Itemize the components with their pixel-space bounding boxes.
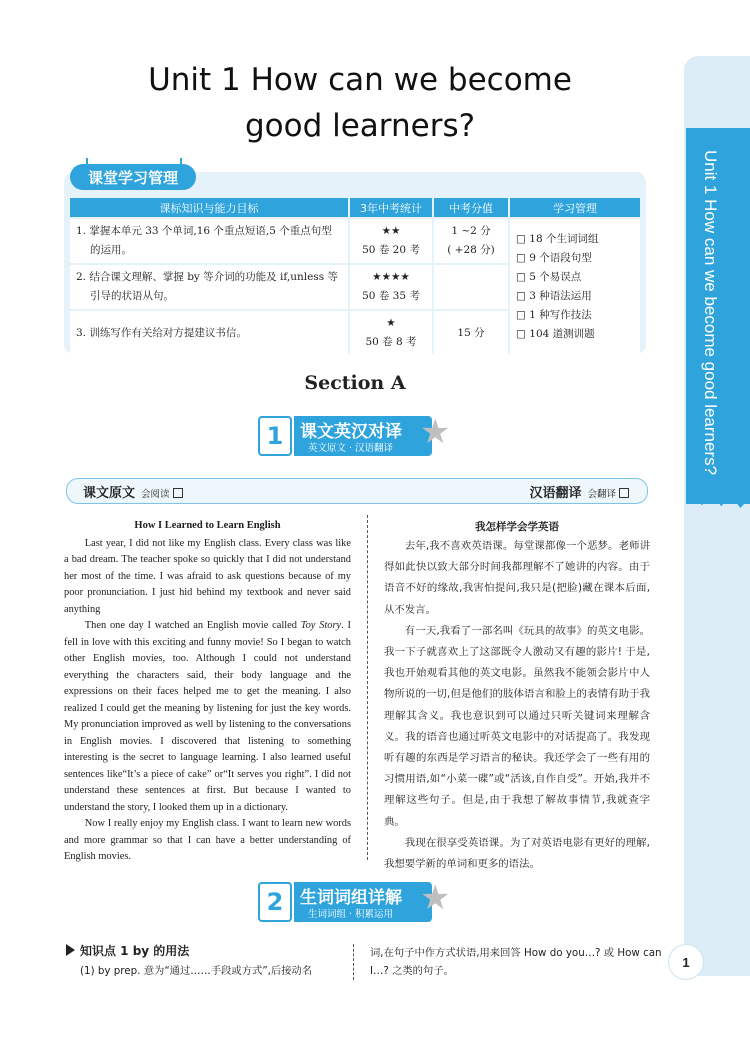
english-title: How I Learned to Learn English <box>134 520 281 531</box>
score-text: ( +28 分) <box>447 244 495 256</box>
translation-title: 汉语翻译 <box>529 486 582 501</box>
panel-tag: 课堂学习管理 <box>70 164 196 190</box>
score-cell <box>434 219 508 263</box>
manage-item: □ 18 个生词词组 <box>516 233 599 245</box>
unit-title-line2: good learners? <box>244 108 476 144</box>
manage-item: □ 104 道测训题 <box>516 328 595 340</box>
banner-title: 生词词组详解 <box>300 888 402 908</box>
chinese-paragraph-1: 去年,我不喜欢英语课。每堂课都像一个恶梦。老师讲得如此快以致大部分时间我都理解不了她讲的内容。由于语音不好的缘故,我害怕提问,我只是(把脸)藏在课本后面,从不发言。 <box>384 540 650 616</box>
side-unit-title: Unit 1 How can we become good learners? <box>701 150 720 476</box>
translate-note: 会翻译 <box>587 489 616 500</box>
original-text-label <box>83 482 183 501</box>
knowledge-point-continued: 词,在句子中作方式状语,用来回答 How do you…? 或 How can I…? 之类的句子。 <box>370 947 662 977</box>
original-text-title: 课文原文 <box>83 486 136 501</box>
score-cell: 15 分 <box>434 311 508 355</box>
banner-body <box>294 416 432 456</box>
banner-subtitle: 生词词组 · 积累运用 <box>308 909 394 920</box>
column-divider <box>367 515 368 860</box>
unit-title-line1: Unit 1 How can we become <box>148 62 572 98</box>
text-tab-bar <box>66 478 648 504</box>
english-paragraph-3: Now I really enjoy my English class. I want to learn new words and more grammar so that I can have a better understanding of English movies. <box>64 818 351 862</box>
goal-text: 1. 掌握本单元 33 个单词,16 个重点短语,5 个重点句型 <box>76 225 332 237</box>
chinese-paragraph-3: 我现在很享受英语课。为了对英语电影有更好的理解,我想要学新的单词和更多的语法。 <box>384 836 650 871</box>
play-arrow-icon <box>66 944 75 956</box>
knowledge-point-text: (1) by prep. 意为“通过……手段或方式”,后接动名 <box>80 965 313 977</box>
english-passage <box>64 518 351 866</box>
star-icon: ★ <box>420 412 451 452</box>
header-goals: 课标知识与能力目标 <box>70 198 348 217</box>
goal-text: 的运用。 <box>90 244 132 256</box>
goal-cell <box>70 311 348 355</box>
read-checkbox[interactable] <box>173 488 183 498</box>
manage-item: □ 1 种写作技法 <box>516 309 592 321</box>
score-text: 1 ~2 分 <box>451 225 491 237</box>
para-text: . I fell in love with this exciting and funny movie! So I began to watch other English movies, too. Although I could not understand everything the characters said, their body language and the expressions on their faces helped me to get the meaning. I also realized I could get the meaning by listening for just the key words. My pronunciation improved as well by listening to the conversations in English movies. I discovered that listening to something interesting is the secret to language learning. I also learned useful sentences like“It’s a piece of cake” or“It serves you right”. I did not understand these sentences at first. But because I wanted to understand the story, I looked them up in a dictionary. <box>64 620 351 813</box>
stat-cell <box>350 265 432 309</box>
stat-text: 50 卷 35 考 <box>362 290 420 302</box>
star-icon: ★ <box>420 878 451 918</box>
banner-text-translation <box>258 412 451 456</box>
manage-cell <box>510 219 640 355</box>
banner-vocabulary <box>258 878 451 922</box>
goal-text: 2. 结合课文理解、掌握 by 等介词的功能及 if,unless 等 <box>76 271 338 283</box>
star-rating: ★★ <box>381 225 401 237</box>
read-note: 会阅读 <box>141 489 170 500</box>
knowledge-heading-text: 知识点 1 by 的用法 <box>80 944 190 958</box>
banner-number: 1 <box>258 416 292 456</box>
goal-text: 引导的状语从句。 <box>90 290 174 302</box>
banner-subtitle: 英文原文 · 汉语翻译 <box>308 443 394 454</box>
banner-body <box>294 882 432 922</box>
movie-title: Toy Story <box>300 620 342 631</box>
header-score: 中考分值 <box>434 198 508 217</box>
knowledge-point-heading <box>66 942 189 959</box>
chinese-paragraph-2: 有一天,我看了一部名叫《玩具的故事》的英文电影。我一下子就喜欢上了这部既令人激动又有趣的影片! 于是,我也开始观看其他的英文电影。虽然我不能领会影片中人物所说的一切,但是他们的肢体语言和脸上的表情有助于我理解其含义。我也意识到可以通过只听关键词来理解含义。我的语音也通过听英文电影中的对话提高了。我发现听有趣的东西是学习语言的秘诀。我还学会了一些有用的习惯用语,如“小菜一碟”或“活该,自作自受”。开始,我并不理解这些句子。但是,由于我想了解故事情节,我就查字典。 <box>384 624 650 828</box>
banner-title: 课文英汉对译 <box>300 422 402 442</box>
para-text: Then one day I watched an English movie called <box>84 620 301 631</box>
goal-cell <box>70 219 348 263</box>
banner-number: 2 <box>258 882 292 922</box>
header-manage: 学习管理 <box>510 198 640 217</box>
chinese-title: 我怎样学会学英语 <box>475 521 559 533</box>
goal-cell <box>70 265 348 309</box>
manage-item: □ 3 种语法运用 <box>516 290 592 302</box>
stat-cell <box>350 219 432 263</box>
manage-item: □ 9 个语段句型 <box>516 252 592 264</box>
goal-text: 3. 训练写作有关给对方提建议书信。 <box>76 326 247 339</box>
stat-text: 50 卷 20 考 <box>362 244 420 256</box>
star-rating: ★ <box>386 317 396 329</box>
score-cell <box>434 265 508 309</box>
section-title: Section A <box>304 372 406 394</box>
column-divider <box>353 944 354 980</box>
english-paragraph-1: Last year, I did not like my English class. Every class was like a bad dream. The teacher spoke so quickly that I did not understand her most of the time. I was afraid to ask questions because of my poor pronunciation. I just hid behind my textbook and never said anything <box>64 537 351 615</box>
english-paragraph-2 <box>64 618 351 816</box>
stat-text: 50 卷 8 考 <box>365 336 417 348</box>
header-stats: 3年中考统计 <box>350 198 432 217</box>
manage-item: □ 5 个易误点 <box>516 271 582 283</box>
goals-table <box>68 196 642 357</box>
table-header-row <box>70 198 640 217</box>
page-number: 1 <box>668 944 704 980</box>
translate-checkbox[interactable] <box>619 488 629 498</box>
translation-label <box>529 482 629 501</box>
stat-cell <box>350 311 432 355</box>
star-rating: ★★★★ <box>372 271 410 283</box>
table-row <box>70 219 640 263</box>
chinese-translation <box>384 518 650 875</box>
